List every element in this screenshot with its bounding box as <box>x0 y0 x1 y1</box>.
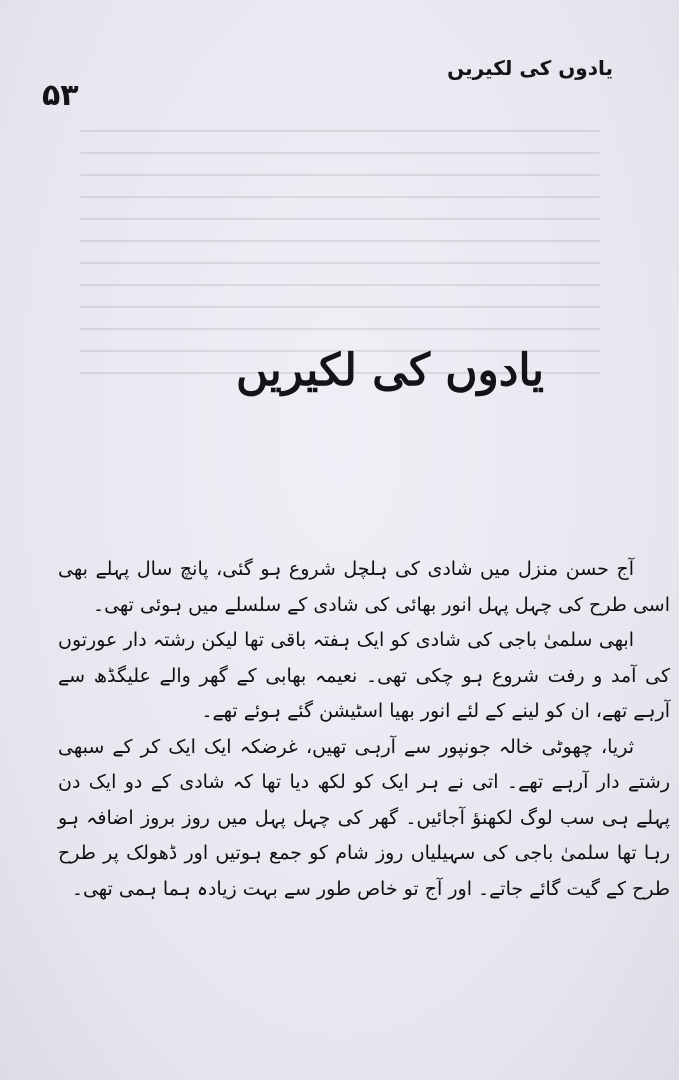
page-number: ۵۳ <box>42 78 79 113</box>
chapter-title: یادوں کی لکیریں <box>235 345 545 396</box>
paragraph: آج حسن منزل میں شادی کی ہلچل شروع ہو گئی، پانچ سال پہلے بھی اسی طرح کی چہل پہل انور بھائی کی شادی کے سلسلے میں ہوئی تھی۔ <box>58 558 670 616</box>
body-text <box>58 552 670 907</box>
paragraph: ابھی سلمیٰ باجی کی شادی کو ایک ہفتہ باقی تھا لیکن رشتہ دار عورتوں کی آمد و رفت شروع ہو چکی تھی۔ نعیمہ بھابی کے گھر والے علیگڈھ سے آرہے تھے، ان کو لینے کے لئے انور بھیا اسٹیشن گئے ہوئے تھے۔ <box>58 629 670 722</box>
paragraph: ثریا، چھوٹی خالہ جونپور سے آرہی تھیں، غرضکہ ایک ایک کر کے سبھی رشتے دار آرہے تھے۔ اتی نے ہر ایک کو لکھ دیا تھا کہ شادی کے دو ایک دن پہلے ہی سب لوگ لکھنؤ آجائیں۔ گھر کی چہل پہل میں روز بروز اضافہ ہو رہا تھا سلمیٰ باجی کی سہیلیاں روز شام کو جمع ہوتیں اور ڈھولک پر طرح طرح کے گیت گائے جاتے۔ اور آج تو خاص طور سے بہت زیادہ ہما ہمی تھی۔ <box>58 735 670 900</box>
bleed-through-shadow <box>80 110 600 450</box>
running-header: یادوں کی لکیریں <box>447 56 613 80</box>
